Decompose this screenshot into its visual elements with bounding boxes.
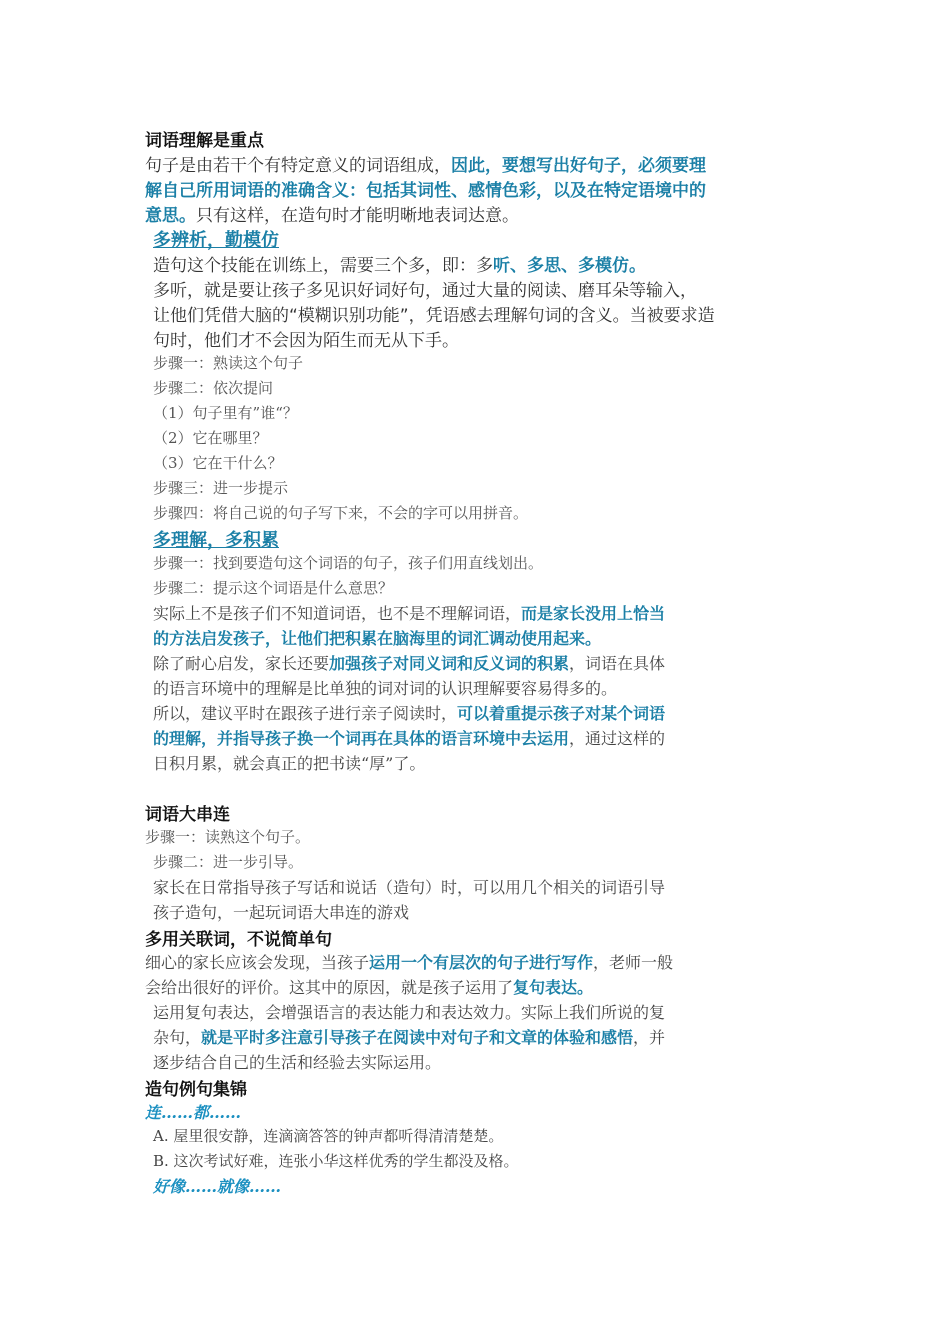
step-line: 步骤二：进一步引导。	[153, 853, 304, 871]
step-line: 步骤一：读熟这个句子。	[145, 828, 311, 846]
paragraph-line: 日积月累，就会真正的把书读“厚”了。	[153, 754, 426, 773]
paragraph-line: 解自己所用词语的准确含义：包括其词性、感情色彩，以及在特定语境中的	[145, 181, 706, 201]
step-line: 步骤三：进一步提示	[153, 479, 289, 497]
pattern-label: 连……都……	[145, 1103, 242, 1122]
paragraph-line: 杂句，就是平时多注意引导孩子在阅读中对句子和文章的体验和感悟，并	[153, 1028, 666, 1047]
paragraph-line: 运用复句表达，会增强语言的表达能力和表达效力。实际上我们所说的复	[153, 1003, 666, 1022]
example-line: A. 屋里很安静，连滴滴答答的钟声都听得清清楚楚。	[153, 1127, 504, 1145]
step-line: 步骤二：提示这个词语是什么意思？	[153, 579, 394, 597]
section-heading-word-understanding: 词语理解是重点	[145, 131, 264, 151]
paragraph-line: 实际上不是孩子们不知道词语，也不是不理解词语，而是家长没用上恰当	[153, 604, 666, 623]
paragraph-line: 意思。只有这样，在造句时才能明晰地表词达意。	[145, 206, 519, 226]
section-heading-word-chain: 词语大串连	[145, 805, 230, 825]
step-line: 步骤二：依次提问	[153, 379, 274, 397]
paragraph-line: 的理解，并指导孩子换一个词再在具体的语言环境中去运用，通过这样的	[153, 729, 666, 748]
subheading-analyze-imitate: 多辨析，勤模仿	[153, 230, 279, 251]
paragraph-line: 的方法启发孩子，让他们把积累在脑海里的词汇调动使用起来。	[153, 629, 602, 648]
step-line: 步骤一：熟读这个句子	[153, 354, 304, 372]
paragraph-line: 多听，就是要让孩子多见识好词好句，通过大量的阅读、磨耳朵等输入，	[153, 281, 697, 301]
subheading-understand-accumulate: 多理解，多积累	[153, 530, 279, 551]
paragraph-line: 除了耐心启发，家长还要加强孩子对同义词和反义词的积累，词语在具体	[153, 654, 666, 673]
paragraph-line: 会给出很好的评价。这其中的原因，就是孩子运用了复句表达。	[145, 978, 594, 997]
paragraph-line: 句时，他们才不会因为陌生而无从下手。	[153, 331, 459, 351]
section-heading-conjunctions: 多用关联词，不说简单句	[145, 930, 332, 950]
section-heading-examples: 造句例句集锦	[145, 1080, 247, 1100]
paragraph-line: 细心的家长应该会发现，当孩子运用一个有层次的句子进行写作，老师一般	[145, 953, 674, 972]
paragraph-line: 孩子造句，一起玩词语大串连的游戏	[153, 903, 410, 922]
step-line: （1）句子里有”谁“？	[153, 404, 298, 422]
paragraph-line: 造句这个技能在训练上，需要三个多，即：多听、多思、多模仿。	[153, 256, 646, 276]
pattern-label: 好像……就像……	[153, 1177, 282, 1196]
paragraph-line: 句子是由若干个有特定意义的词语组成，因此，要想写出好句子，必须要理	[145, 156, 706, 176]
paragraph-line: 的语言环境中的理解是比单独的词对词的认识理解要容易得多的。	[153, 679, 618, 698]
step-line: 步骤一：找到要造句这个词语的句子，孩子们用直线划出。	[153, 554, 544, 572]
paragraph-line: 逐步结合自己的生活和经验去实际运用。	[153, 1053, 442, 1072]
step-line: （3）它在干什么？	[153, 454, 283, 472]
paragraph-line: 所以，建议平时在跟孩子进行亲子阅读时，可以着重提示孩子对某个词语	[153, 704, 666, 723]
paragraph-line: 家长在日常指导孩子写话和说话（造句）时，可以用几个相关的词语引导	[153, 878, 666, 897]
step-line: 步骤四：将自己说的句子写下来，不会的字可以用拼音。	[153, 504, 529, 522]
step-line: （2）它在哪里？	[153, 429, 268, 447]
paragraph-line: 让他们凭借大脑的“模糊识别功能”，凭语感去理解句词的含义。当被要求造	[153, 306, 715, 326]
example-line: B. 这次考试好难，连张小华这样优秀的学生都没及格。	[153, 1152, 519, 1170]
